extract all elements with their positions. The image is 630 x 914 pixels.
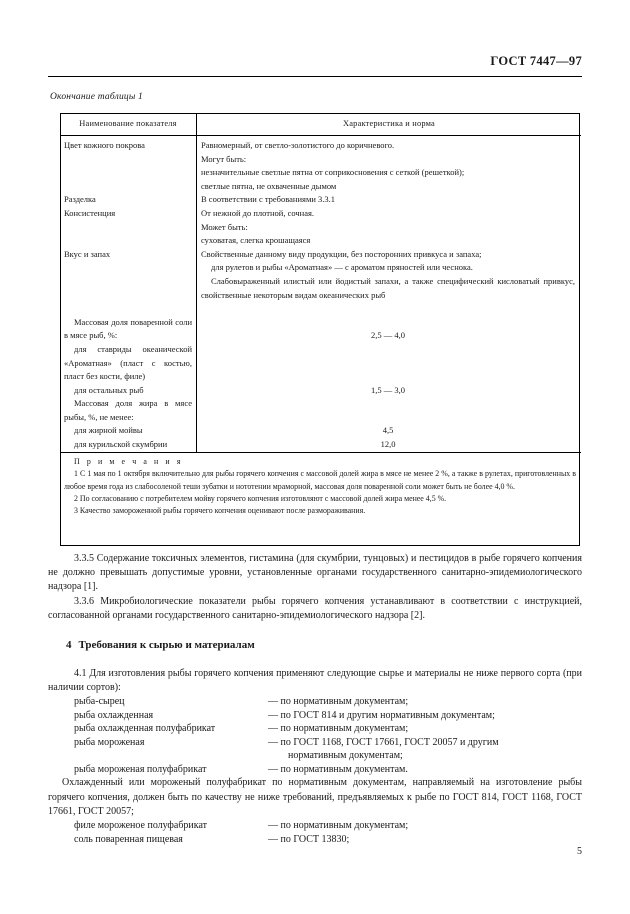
table-caption: Окончание таблицы 1	[50, 92, 144, 102]
material-row	[48, 833, 582, 847]
clause-3-3-6: 3.3.6 Микробиологические показатели рыбы горячего копчения устанавливают в соответствии с инструкцией, согласованной органами государственного санитарно-эпидемиологического надзора [2].	[48, 595, 582, 621]
indicator-fat-fraction: Массовая доля жира в мясе рыбы, %, не менее:	[64, 398, 192, 422]
indicator-taste-smell: Вкус и запах	[64, 248, 111, 259]
indicator-fat-moiva: для жирной мойвы	[74, 425, 143, 436]
material-value-continued: нормативным документам;	[288, 750, 403, 762]
header-rule	[48, 76, 582, 77]
table-notes-rule	[60, 452, 581, 453]
semiproduct-paragraph: Охлажденный или мороженый полуфабрикат по нормативным документам, направляемый на изготовление рыбы горячего копчения, должен быть по качеству не ниже требований, предъявляемых к рыбе по ГОСТ 814, ГОСТ 1168, ГОСТ 17661, ГОСТ 20057;	[48, 777, 582, 817]
material-row-continuation	[48, 749, 582, 763]
standard-number: ГОСТ 7447—97	[490, 54, 582, 68]
table-body-indicators	[64, 139, 192, 452]
table-header-characteristic: Характеристика и норма	[343, 119, 435, 128]
material-value: — по нормативным документам;	[268, 820, 409, 832]
material-row	[48, 763, 582, 777]
value-color-line-2: Могут быть:	[201, 153, 247, 164]
value-color-line-3: незначительные светлые пятна от соприкосновения с сеткой (решеткой);	[201, 167, 465, 178]
indicator-razdelka: Разделка	[64, 194, 96, 205]
section-4-heading	[48, 638, 582, 654]
material-value: — по ГОСТ 1168, ГОСТ 17661, ГОСТ 20057 и другим	[268, 736, 499, 748]
value-color-line-4: светлые пятна, не охваченные дымом	[201, 180, 337, 191]
value-consistency-line-1: От нежной до плотной, сочная.	[201, 207, 315, 218]
value-kuril-mackerel: 12,0	[380, 439, 396, 450]
value-razdelka: В соответствии с требованиями 3.3.1	[201, 194, 335, 205]
value-taste-line-2: для рулетов и рыбы «Ароматная» — с ароматом пряностей или чеснока.	[211, 262, 473, 273]
material-name: рыба мороженая	[74, 736, 145, 748]
material-name: рыба мороженая полуфабрикат	[74, 763, 207, 775]
value-color-line-1: Равномерный, от светло-золотистого до коричневого.	[201, 140, 395, 150]
material-name: рыба-сырец	[74, 695, 125, 707]
table-notes	[64, 456, 576, 517]
material-value: — по нормативным документам.	[268, 763, 408, 775]
value-stavrida: 2,5 — 4,0	[371, 330, 405, 341]
table-body-characteristics	[201, 139, 575, 452]
clause-4-1: 4.1 Для изготовления рыбы горячего копчения применяют следующие сырье и материалы не ниже первого сорта (при наличии сортов):	[48, 667, 582, 693]
material-name: рыба охлажденная	[74, 709, 154, 721]
note-item-3: 3 Качество замороженной рыбы горячего копчения оценивают после размораживания.	[74, 506, 366, 515]
value-fat-moiva: 4,5	[382, 425, 394, 436]
material-value: — по нормативным документам;	[268, 723, 409, 735]
table-header-rule	[60, 135, 581, 136]
value-taste-line-3: Слабовыраженный илистый или йодистый запахи, а также специфический кисловатый привкус, свойственные некоторым видам океанических рыб	[201, 275, 575, 300]
indicator-consistency: Консистенция	[64, 207, 116, 218]
table-column-divider	[196, 113, 197, 452]
page-number: 5	[577, 846, 582, 857]
material-row	[48, 722, 582, 736]
material-name: филе мороженое полуфабрикат	[74, 820, 208, 832]
value-taste-line-1: Свойственные данному виду продукции, без посторонних привкуса и запаха;	[201, 248, 482, 259]
value-consistency-line-2: Может быть:	[201, 221, 248, 232]
material-value: — по ГОСТ 13830;	[268, 833, 350, 845]
material-value: — по ГОСТ 814 и другим нормативным документам;	[268, 709, 495, 721]
material-row	[48, 819, 582, 833]
indicator-stavrida: для ставриды океанической «Ароматная» (пласт с костью, пласт без кости, филе)	[64, 343, 192, 382]
section-4-number: 4	[66, 638, 72, 651]
indicator-other-fish: для остальных рыб	[74, 384, 144, 395]
note-item-2: 2 По согласованию с потребителем мойву горячего копчения изготовляют с массовой долей жира менее 4,5 %.	[74, 493, 447, 503]
body-text	[48, 552, 582, 846]
clause-3-3-5: 3.3.5 Содержание токсичных элементов, гистамина (для скумбрии, тунцовых) и пестицидов в рыбе горячего копчения не должно превышать допустимые уровни, установленные органами государственного санитарно-эпидемиологического надзора [1].	[48, 553, 582, 593]
section-4-title: Требования к сырью и материалам	[78, 638, 255, 651]
material-row	[48, 709, 582, 723]
indicator-salt-fraction: Массовая доля поваренной соли в мясе рыб, %:	[64, 316, 192, 341]
page-header	[48, 52, 582, 70]
indicator-color: Цвет кожного покрова	[64, 140, 145, 150]
note-item-1: 1 С 1 мая по 1 октября включительно для рыбы горячего копчения с массовой долей жира в мясе не менее 2 %, а также в рулетах, приготовленных в любое время года из слабосоленой теши зубатки и нототении мраморной, массовая доля поваренной соли может быть не более 4,0 %.	[64, 469, 576, 491]
material-name: соль поваренная пищевая	[74, 833, 183, 845]
value-consistency-line-3: суховатая, слегка крошащаяся	[201, 235, 311, 246]
material-row	[48, 736, 582, 750]
material-value: — по нормативным документам;	[268, 695, 409, 707]
table-header-indicator: Наименование показателя	[79, 119, 177, 128]
notes-title: П р и м е ч а н и я	[74, 457, 184, 466]
material-name: рыба охлажденная полуфабрикат	[74, 723, 216, 735]
indicator-kuril-mackerel: для курильской скумбрии	[74, 439, 168, 450]
value-other-fish: 1,5 — 3,0	[371, 384, 405, 395]
material-row	[48, 695, 582, 709]
